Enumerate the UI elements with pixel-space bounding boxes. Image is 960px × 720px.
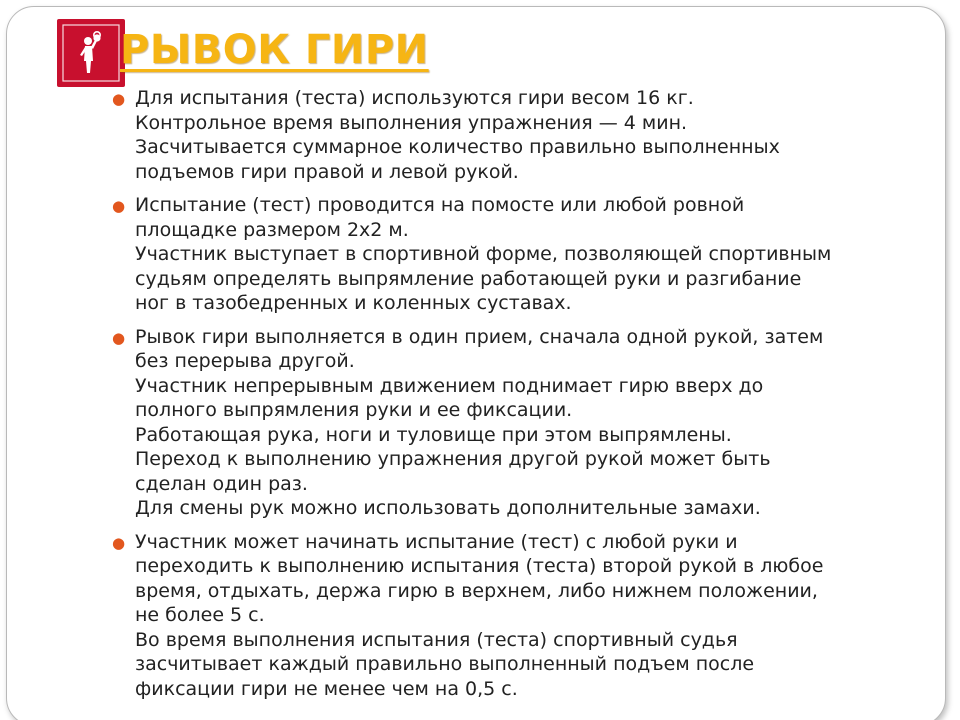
bullet-line: переходить к выполнению испытания (теста) второй рукой в любое bbox=[135, 555, 824, 577]
slide-title bbox=[120, 22, 429, 78]
bullet-line: Засчитывается суммарное количество правильно выполненных bbox=[135, 136, 780, 158]
bullet-line: Для испытания (теста) используются гири весом 16 кг. bbox=[135, 87, 694, 109]
bullet-line: Контрольное время выполнения упражнения — 4 мин. bbox=[135, 111, 688, 134]
bullet-dot-icon: ● bbox=[112, 328, 126, 347]
bullet-line: подъемов гири правой и левой рукой. bbox=[135, 160, 519, 183]
bullet-line: засчитывает каждый правильно выполненный подъем после bbox=[135, 653, 755, 675]
bullet-line: Испытание (тест) проводится на помосте или любой ровной bbox=[135, 194, 745, 216]
bullet-line: Переход к выполнению упражнения другой рукой может быть bbox=[135, 448, 771, 470]
weightlifter-icon bbox=[57, 19, 125, 87]
bullet-item bbox=[112, 530, 912, 702]
bullet-line: без перерыва другой. bbox=[135, 350, 355, 372]
bullet-line: Работающая рука, ноги и туловище при этом выпрямлены. bbox=[135, 423, 732, 446]
slide-title-text: РЫВОК ГИРИ bbox=[120, 27, 429, 73]
bullet-item bbox=[112, 193, 912, 316]
bullet-line: время, отдыхать, держа гирю в верхнем, либо нижнем положении, bbox=[135, 579, 818, 602]
bullet-line: Участник может начинать испытание (тест) с любой руки и bbox=[135, 530, 738, 553]
bullet-line: сделан один раз. bbox=[135, 472, 308, 495]
bullet-line: фиксации гири не менее чем на 0,5 с. bbox=[135, 677, 518, 700]
bullet-line: не более 5 с. bbox=[135, 604, 265, 626]
bullet-line: судьям определять выпрямление работающей руки и разгибание bbox=[135, 267, 802, 290]
bullet-line: Для смены рук можно использовать дополнительные замахи. bbox=[135, 497, 761, 519]
bullet-line: площадке размером 2х2 м. bbox=[135, 218, 409, 241]
bullet-dot-icon: ● bbox=[112, 197, 126, 215]
bullet-item bbox=[112, 325, 912, 521]
bullet-item bbox=[112, 86, 912, 184]
bullet-line: ног в тазобедренных и коленных суставах. bbox=[135, 292, 572, 314]
bullet-line: полного выпрямления руки и ее фиксации. bbox=[135, 399, 573, 421]
bullet-line: Во время выполнения испытания (теста) спортивный судья bbox=[135, 628, 738, 651]
bullet-line: Рывок гири выполняется в один прием, сначала одной рукой, затем bbox=[135, 325, 824, 348]
bullet-dot-icon: ● bbox=[112, 90, 126, 108]
bullet-list bbox=[112, 86, 912, 710]
bullet-line: Участник непрерывным движением поднимает гирю вверх до bbox=[135, 374, 764, 397]
bullet-dot-icon: ● bbox=[112, 533, 126, 552]
bullet-line: Участник выступает в спортивной форме, позволяющей спортивным bbox=[135, 243, 832, 265]
